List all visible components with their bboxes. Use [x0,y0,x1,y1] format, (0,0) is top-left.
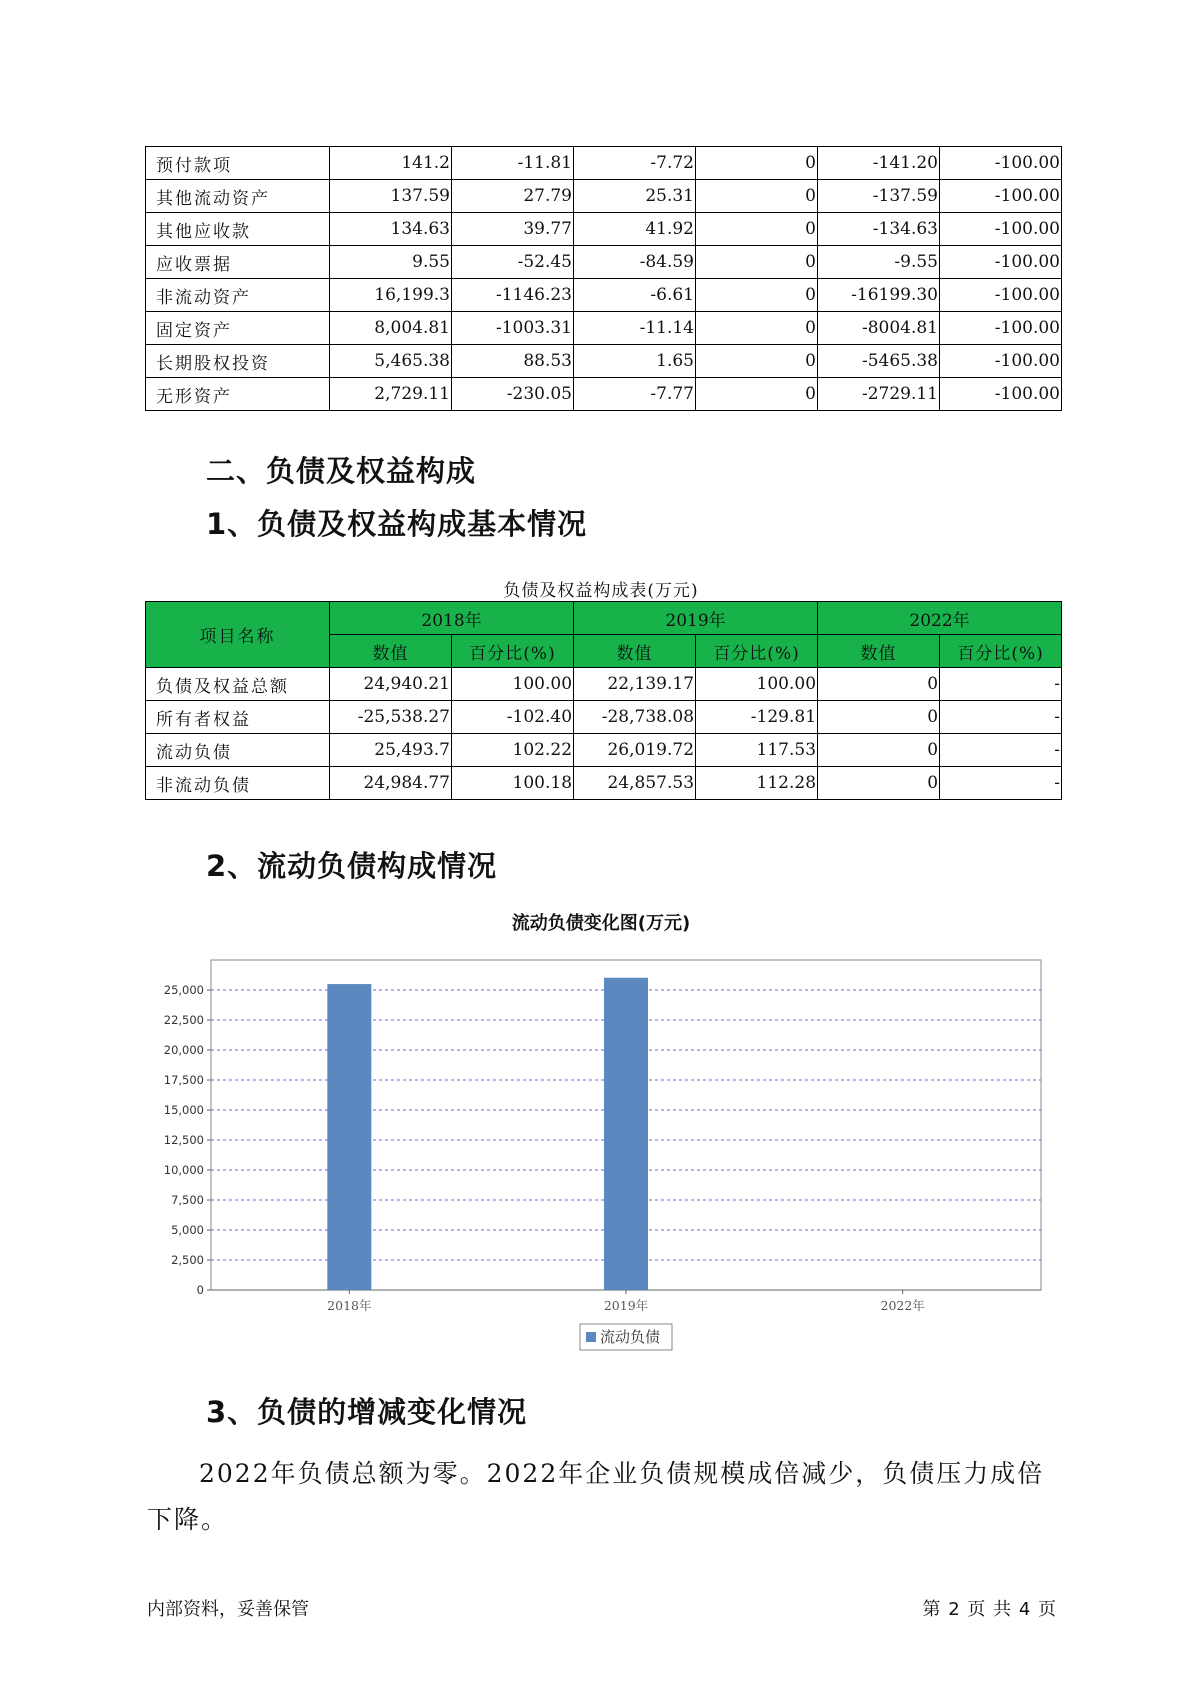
cell-value: 41.92 [574,213,696,246]
y-tick-label: 0 [196,1283,204,1297]
cell-value: 16,199.3 [330,279,452,312]
cell-value: -25,538.27 [330,701,452,734]
cell-value: 137.59 [330,180,452,213]
table-row [146,246,1062,279]
cell-value: -1003.31 [452,312,574,345]
cell-value: -141.20 [818,147,940,180]
cell-value: 26,019.72 [574,734,696,767]
cell-value: 0 [696,378,818,411]
row-name: 无形资产 [146,378,330,411]
cell-value: -100.00 [940,279,1062,312]
cell-value: -1146.23 [452,279,574,312]
subsection-title-1: 1、负债及权益构成基本情况 [206,507,588,541]
y-tick-label: 2,500 [171,1253,204,1267]
row-name: 非流动负债 [146,767,330,800]
cell-value: -100.00 [940,345,1062,378]
cell-value: -9.55 [818,246,940,279]
header-value: 数值 [818,635,940,668]
cell-value: 100.00 [452,668,574,701]
cell-value: -7.77 [574,378,696,411]
row-name: 应收票据 [146,246,330,279]
cell-value: 0 [818,701,940,734]
bar [327,984,371,1290]
chart-title: 流动负债变化图(万元) [511,913,691,934]
cell-value: 25.31 [574,180,696,213]
cell-value: -2729.11 [818,378,940,411]
summary-paragraph [147,1451,1059,1543]
table-row [146,180,1062,213]
table-row [146,734,1062,767]
cell-value: -16199.30 [818,279,940,312]
cell-value: 0 [696,345,818,378]
cell-value: -6.61 [574,279,696,312]
cell-value: 22,139.17 [574,668,696,701]
row-name: 负债及权益总额 [146,668,330,701]
y-tick-label: 15,000 [163,1103,204,1117]
table-row [146,767,1062,800]
cell-value: -134.63 [818,213,940,246]
cell-value: 134.63 [330,213,452,246]
x-tick-label: 2022年 [880,1298,925,1313]
y-tick-label: 20,000 [163,1043,204,1057]
x-tick-label: 2019年 [603,1298,649,1313]
cell-value: 100.18 [452,767,574,800]
cell-value: - [940,734,1062,767]
header-percent: 百分比(%) [696,635,818,668]
cell-value: 0 [696,147,818,180]
table-row [146,668,1062,701]
cell-value: -100.00 [940,213,1062,246]
section-title: 二、负债及权益构成 [206,454,477,488]
footer-confidential-note: 内部资料，妥善保管 [147,1599,309,1620]
cell-value: -5465.38 [818,345,940,378]
cell-value: -8004.81 [818,312,940,345]
table-row [146,213,1062,246]
cell-value: 141.2 [330,147,452,180]
cell-value: -11.81 [452,147,574,180]
cell-value: 24,940.21 [330,668,452,701]
cell-value: -84.59 [574,246,696,279]
cell-value: - [940,767,1062,800]
cell-value: 0 [696,213,818,246]
cell-value: 100.00 [696,668,818,701]
cell-value: -100.00 [940,378,1062,411]
cell-value: 25,493.7 [330,734,452,767]
cell-value: -7.72 [574,147,696,180]
cell-value: -102.40 [452,701,574,734]
row-name: 长期股权投资 [146,345,330,378]
header-year-2019: 2019年 [574,602,818,635]
asset-change-table [145,146,1062,411]
cell-value: 1.65 [574,345,696,378]
paragraph-line-1: 2022年负债总额为零。2022年企业负债规模成倍减少，负债压力成倍 [199,1459,1045,1488]
cell-value: -129.81 [696,701,818,734]
cell-value: 2,729.11 [330,378,452,411]
row-name: 固定资产 [146,312,330,345]
y-tick-label: 22,500 [163,1013,204,1027]
cell-value: 0 [818,668,940,701]
cell-value: 0 [696,279,818,312]
y-tick-label: 5,000 [171,1223,204,1237]
subsection-title-3: 3、负债的增减变化情况 [206,1395,528,1429]
cell-value: 117.53 [696,734,818,767]
cell-value: 0 [696,246,818,279]
y-tick-label: 10,000 [163,1163,204,1177]
legend-swatch [586,1332,596,1342]
current-liabilities-chart [145,940,1057,1360]
row-name: 其他应收款 [146,213,330,246]
header-percent: 百分比(%) [452,635,574,668]
y-tick-label: 7,500 [171,1193,204,1207]
x-tick-label: 2018年 [327,1298,372,1313]
cell-value: -100.00 [940,147,1062,180]
cell-value: 24,984.77 [330,767,452,800]
header-year-2018: 2018年 [330,602,574,635]
table-row [146,147,1062,180]
legend-label: 流动负债 [600,1328,661,1346]
cell-value: 0 [818,767,940,800]
table-row [146,279,1062,312]
cell-value: 9.55 [330,246,452,279]
y-tick-label: 25,000 [163,983,204,997]
cell-value: - [940,668,1062,701]
cell-value: 8,004.81 [330,312,452,345]
table-caption: 负债及权益构成表(万元) [503,581,699,601]
y-tick-label: 17,500 [163,1073,204,1087]
header-value: 数值 [574,635,696,668]
y-tick-label: 12,500 [163,1133,204,1147]
table-row [146,345,1062,378]
cell-value: -100.00 [940,312,1062,345]
subsection-title-2: 2、流动负债构成情况 [206,849,498,883]
row-name: 所有者权益 [146,701,330,734]
row-name: 预付款项 [146,147,330,180]
cell-value: 102.22 [452,734,574,767]
header-item-name: 项目名称 [146,602,330,668]
cell-value: -230.05 [452,378,574,411]
table-row [146,312,1062,345]
row-name: 流动负债 [146,734,330,767]
cell-value: 24,857.53 [574,767,696,800]
footer-page-number: 第 2 页 共 4 页 [922,1599,1057,1620]
cell-value: -100.00 [940,246,1062,279]
cell-value: -11.14 [574,312,696,345]
header-value: 数值 [330,635,452,668]
cell-value: 0 [818,734,940,767]
header-year-2022: 2022年 [818,602,1062,635]
cell-value: 27.79 [452,180,574,213]
table-row [146,378,1062,411]
row-name: 非流动资产 [146,279,330,312]
row-name: 其他流动资产 [146,180,330,213]
cell-value: -28,738.08 [574,701,696,734]
cell-value: -100.00 [940,180,1062,213]
cell-value: 112.28 [696,767,818,800]
table-row [146,701,1062,734]
header-percent: 百分比(%) [940,635,1062,668]
cell-value: 5,465.38 [330,345,452,378]
cell-value: -137.59 [818,180,940,213]
cell-value: 88.53 [452,345,574,378]
cell-value: 39.77 [452,213,574,246]
paragraph-line-2: 下降。 [147,1505,229,1534]
cell-value: - [940,701,1062,734]
cell-value: 0 [696,180,818,213]
bar [604,978,648,1290]
liability-equity-table [145,601,1062,800]
cell-value: 0 [696,312,818,345]
cell-value: -52.45 [452,246,574,279]
